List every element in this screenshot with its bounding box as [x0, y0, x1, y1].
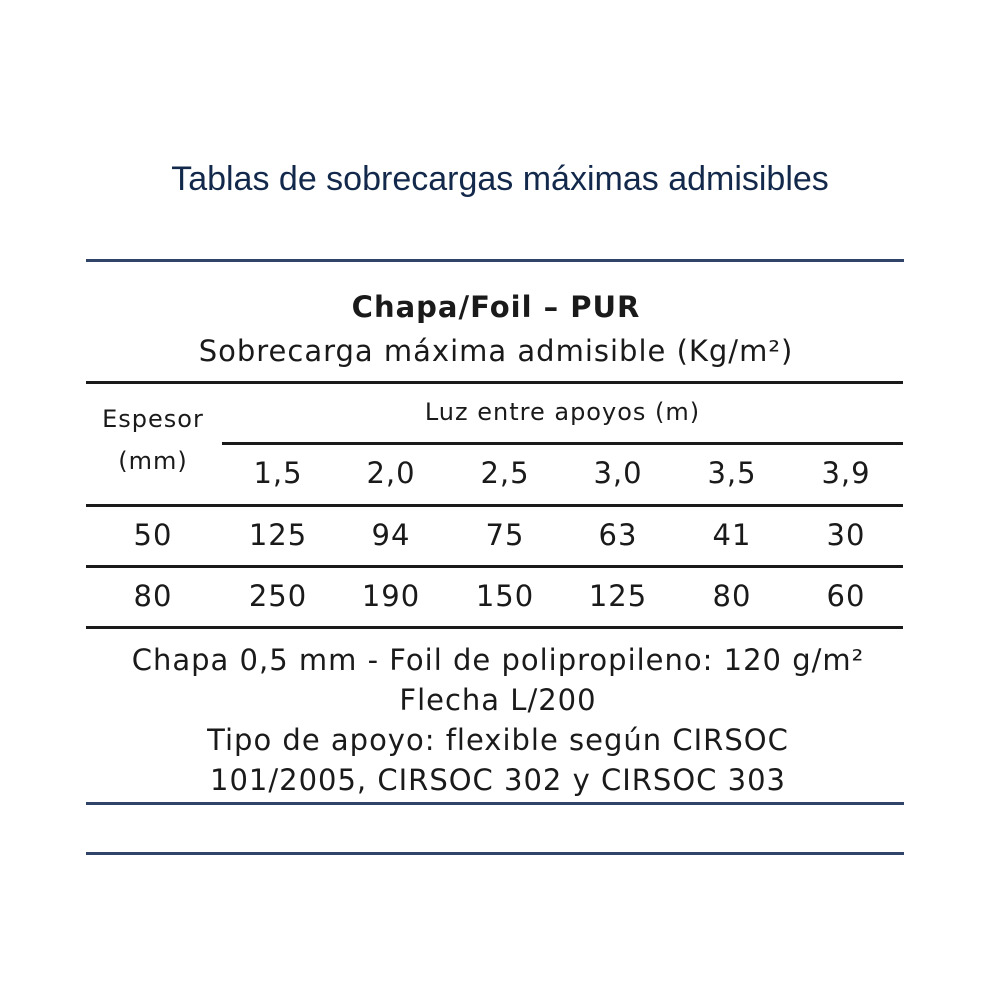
table-cell: 60 [826, 579, 866, 613]
header-espesor-label: Espesor [102, 405, 204, 433]
table-cell: 125 [588, 579, 648, 613]
note-line: Tipo de apoyo: flexible según CIRSOC [207, 723, 789, 757]
header-espesor [86, 398, 220, 482]
table-title: Chapa/Foil – PUR [351, 290, 641, 324]
bottom-divider [86, 802, 904, 805]
header-bottom-rule [86, 504, 903, 507]
table-cell: 30 [826, 518, 866, 552]
note-line: 101/2005, CIRSOC 302 y CIRSOC 303 [210, 763, 786, 797]
table-cell: 80 [712, 579, 752, 613]
table-cell: 41 [712, 518, 752, 552]
column-header: 3,5 [707, 456, 757, 490]
table-cell: 150 [475, 579, 535, 613]
column-header: 3,9 [821, 456, 871, 490]
table-notes [86, 640, 910, 800]
top-divider [86, 259, 904, 262]
table-cell: 75 [485, 518, 525, 552]
table-cell: 94 [371, 518, 411, 552]
column-header: 2,0 [366, 456, 416, 490]
row-espesor: 80 [133, 579, 173, 613]
header-luz: Luz entre apoyos (m) [424, 398, 701, 426]
bottom-divider [86, 852, 904, 855]
table-cell: 125 [248, 518, 308, 552]
table-top-rule [86, 381, 903, 384]
column-header: 3,0 [593, 456, 643, 490]
column-header: 1,5 [253, 456, 303, 490]
table-cell: 63 [598, 518, 638, 552]
page-title: Tablas de sobrecargas máximas admisibles [171, 160, 829, 198]
table-cell: 190 [361, 579, 421, 613]
column-header: 2,5 [480, 456, 530, 490]
row-espesor: 50 [133, 518, 173, 552]
table-bottom-rule [86, 626, 903, 629]
header-split-rule [222, 442, 903, 445]
table-cell: 250 [248, 579, 308, 613]
note-line: Flecha L/200 [399, 683, 597, 717]
note-line: Chapa 0,5 mm - Foil de polipropileno: 120 g/m² [131, 643, 865, 677]
row-divider [86, 565, 903, 568]
header-espesor-unit: (mm) [118, 447, 188, 475]
table-subtitle: Sobrecarga máxima admisible (Kg/m²) [198, 334, 794, 368]
